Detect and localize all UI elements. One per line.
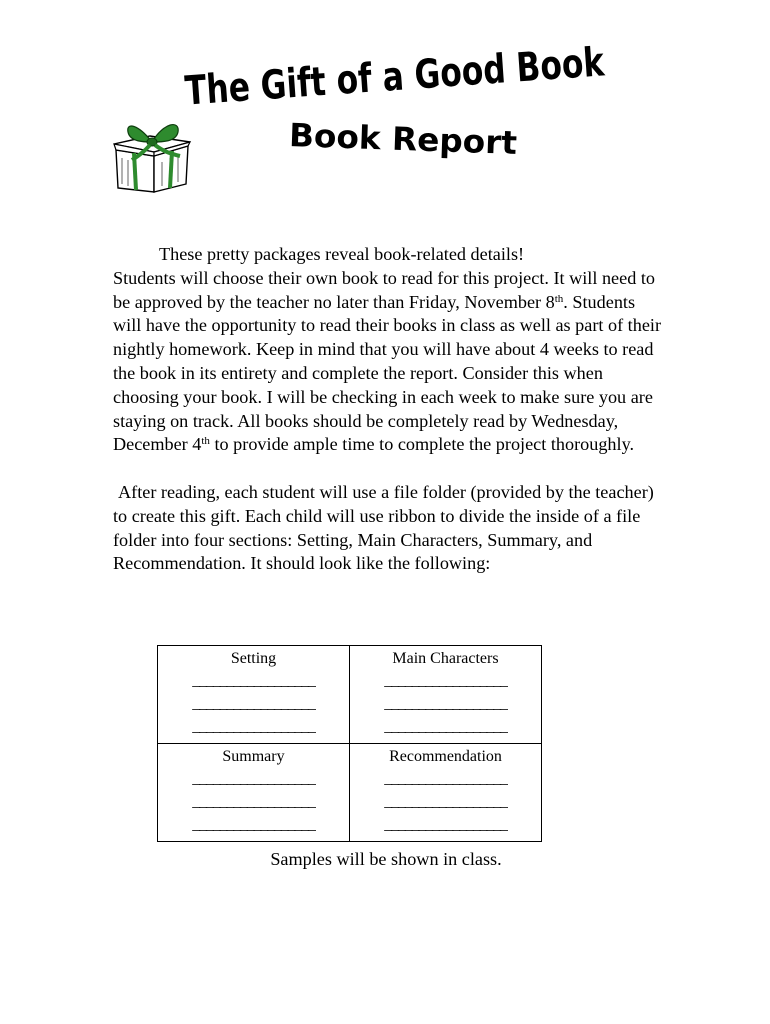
main-characters-cell <box>350 646 542 744</box>
title-word-art <box>170 28 722 168</box>
superscript-th-b: th <box>201 435 210 448</box>
summary-cell <box>158 744 350 842</box>
blank-line: __________________ <box>192 816 315 833</box>
cell-title-recommendation: Recommendation <box>389 748 502 765</box>
title-line-1: The Gift of a Good Book <box>183 31 722 115</box>
blank-line: __________________ <box>384 816 507 833</box>
blank-line: __________________ <box>384 770 507 787</box>
blank-line: __________________ <box>384 672 507 689</box>
cell-title-setting: Setting <box>230 650 277 667</box>
blank-line: __________________ <box>192 718 315 735</box>
setting-cell <box>158 646 350 744</box>
folder-layout-table <box>157 645 542 842</box>
paragraph-text-b: . Students will have the opportunity to read their books in class as well as part of their nightly homework. Keep in mind that you will have about 4 weeks to read the book in its entirety and complete the report. Consider this when choosing your book. I will be checking in each week to make sure you are staying on track. All books should be completely read by Wednesday, December 4 <box>113 291 662 455</box>
paragraph-text-a: Students will choose their own book to read for this project. It will need to be approved by the teacher no later than Friday, November 8 <box>113 267 655 312</box>
body-text <box>113 243 665 576</box>
blank-line: __________________ <box>384 718 507 735</box>
superscript-th-a: th <box>554 292 564 305</box>
blank-line: __________________ <box>192 770 315 787</box>
blank-line: __________________ <box>192 695 315 712</box>
cell-title-summary: Summary <box>222 748 285 765</box>
samples-text: Samples will be shown in class. <box>270 849 502 869</box>
samples-note <box>0 849 770 870</box>
cell-title-main-characters: Main Characters <box>392 650 499 667</box>
blank-line: __________________ <box>192 793 315 810</box>
intro-sentence: These pretty packages reveal book-related details! <box>159 244 525 264</box>
table-row <box>158 646 542 744</box>
table-row <box>158 744 542 842</box>
title-line-2: Book Report <box>288 116 513 162</box>
blank-line: __________________ <box>384 793 507 810</box>
paragraph-text-c: to provide ample time to complete the project thoroughly. <box>209 434 635 455</box>
gift-box-icon <box>108 112 194 196</box>
blank-line: __________________ <box>192 672 315 689</box>
paragraph-2-text: After reading, each student will use a file folder (provided by the teacher) to create this gift. Each child will use ribbon to divide the inside of a file folder into four sections: Setting, Main Characters, Summary, and Recommendation. It should look like the following: <box>113 481 654 574</box>
paragraph-instructions <box>113 243 665 457</box>
recommendation-cell <box>350 744 542 842</box>
paragraph-folder-instructions <box>113 481 665 576</box>
blank-line: __________________ <box>384 695 507 712</box>
